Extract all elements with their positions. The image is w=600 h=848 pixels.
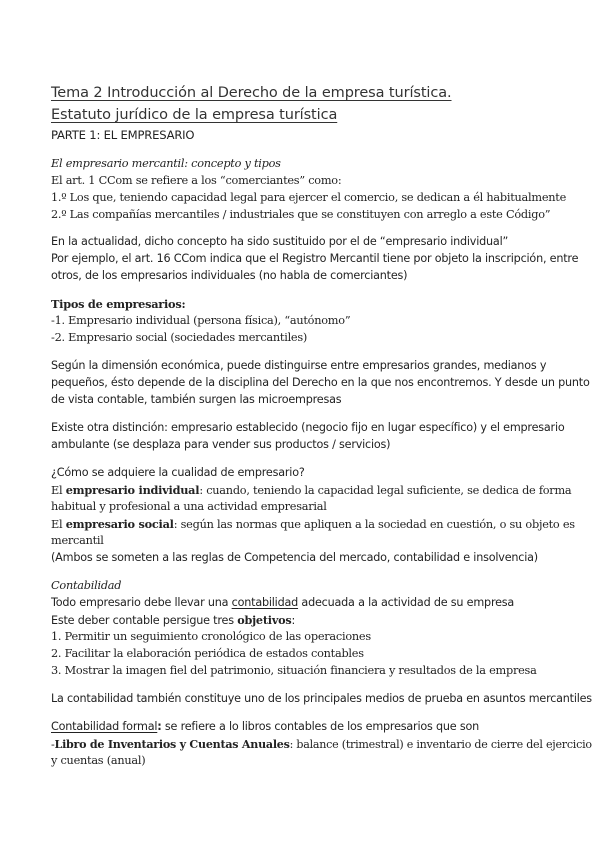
text-span: Todo empresario debe llevar una <box>51 596 232 609</box>
bold-term: empresario social <box>65 517 174 531</box>
paragraph-line: y cuentas (anual) <box>51 754 146 767</box>
paragraph-line: ambulante (se desplaza para vender sus productos / servicios) <box>51 438 391 451</box>
text-span: se refiere a lo libros contables de los empresarios que son <box>161 720 479 733</box>
paragraph-line: Según la dimensión económica, puede distinguirse entre empresarios grandes, medianos y <box>51 359 547 372</box>
paragraph-line: En la actualidad, dicho concepto ha sido sustituido por el de “empresario individual” <box>51 235 509 248</box>
paragraph-line <box>51 736 592 753</box>
underlined-term: Contabilidad formal <box>51 720 158 733</box>
list-item: -2. Empresario social (sociedades mercantiles) <box>51 331 308 344</box>
bold-term: objetivos <box>237 613 292 627</box>
text-span: adecuada a la actividad de su empresa <box>298 596 515 609</box>
text-span: El <box>51 484 66 497</box>
paragraph-line: Existe otra distinción: empresario establecido (negocio fijo en lugar específico) y el empresario <box>51 421 565 434</box>
list-item: 2. Facilitar la elaboración periódica de estados contables <box>51 647 364 660</box>
paragraph-line: El art. 1 CCom se refiere a los “comerciantes” como: <box>51 174 342 187</box>
text-span: - <box>51 738 55 751</box>
list-item: 1. Permitir un seguimiento cronológico de las operaciones <box>51 630 371 643</box>
text-span: : <box>291 614 296 627</box>
paragraph-line: de vista contable, también surgen las microempresas <box>51 393 342 406</box>
paragraph-line: (Ambos se someten a las reglas de Competencia del mercado, contabilidad e insolvencia) <box>51 551 538 564</box>
paragraph-line <box>51 482 571 499</box>
text-span: : balance (trimestral) e inventario de cierre del ejercicio <box>289 738 592 751</box>
paragraph-line <box>51 719 479 735</box>
paragraph-line: habitual y profesional a una actividad empresarial <box>51 500 327 513</box>
paragraph-line: 2.º Las compañías mercantiles / industriales que se constituyen con arreglo a este Código” <box>51 208 551 221</box>
paragraph-line: mercantil <box>51 534 104 547</box>
document-title-line-2: Estatuto jurídico de la empresa turística <box>51 107 338 123</box>
document-title-line-1: Tema 2 Introducción al Derecho de la empresa turística. <box>51 85 452 101</box>
paragraph-line: otros, de los empresarios individuales (no habla de comerciantes) <box>51 269 408 282</box>
bold-term: Libro de Inventarios y Cuentas Anuales <box>54 737 290 751</box>
text-span: El <box>51 518 66 531</box>
paragraph-line <box>51 612 295 629</box>
paragraph-line: 1.º Los que, teniendo capacidad legal para ejercer el comercio, se dedican a él habitualmente <box>51 191 567 204</box>
question-line: ¿Cómo se adquiere la cualidad de empresario? <box>51 466 305 479</box>
tipos-heading: Tipos de empresarios: <box>51 297 186 311</box>
list-item: 3. Mostrar la imagen fiel del patrimonio, situación financiera y resultados de la empresa <box>51 664 537 677</box>
text-span: Este deber contable persigue tres <box>51 614 238 627</box>
paragraph-line <box>51 595 514 611</box>
paragraph-line <box>51 516 575 533</box>
text-span: : cuando, teniendo la capacidad legal suficiente, se dedica de forma <box>199 484 572 497</box>
text-span: : <box>157 720 162 733</box>
paragraph-line: pequeños, ésto depende de la disciplina del Derecho en la que nos encontremos. Y desde un punto <box>51 376 590 389</box>
section-heading-concepto: El empresario mercantil: concepto y tipos <box>51 157 281 170</box>
paragraph-line: La contabilidad también constituye uno de los principales medios de prueba en asuntos mercantiles <box>51 692 592 705</box>
section-heading-contabilidad: Contabilidad <box>51 579 122 592</box>
underlined-term: contabilidad <box>231 596 299 609</box>
paragraph-line: Por ejemplo, el art. 16 CCom indica que el Registro Mercantil tiene por objeto la inscripción, entre <box>51 252 579 265</box>
part-heading: PARTE 1: EL EMPRESARIO <box>51 128 195 142</box>
list-item: -1. Empresario individual (persona física), “autónomo” <box>51 314 351 327</box>
text-span: : según las normas que apliquen a la sociedad en cuestión, o su objeto es <box>173 518 575 531</box>
bold-term: empresario individual <box>65 483 200 497</box>
